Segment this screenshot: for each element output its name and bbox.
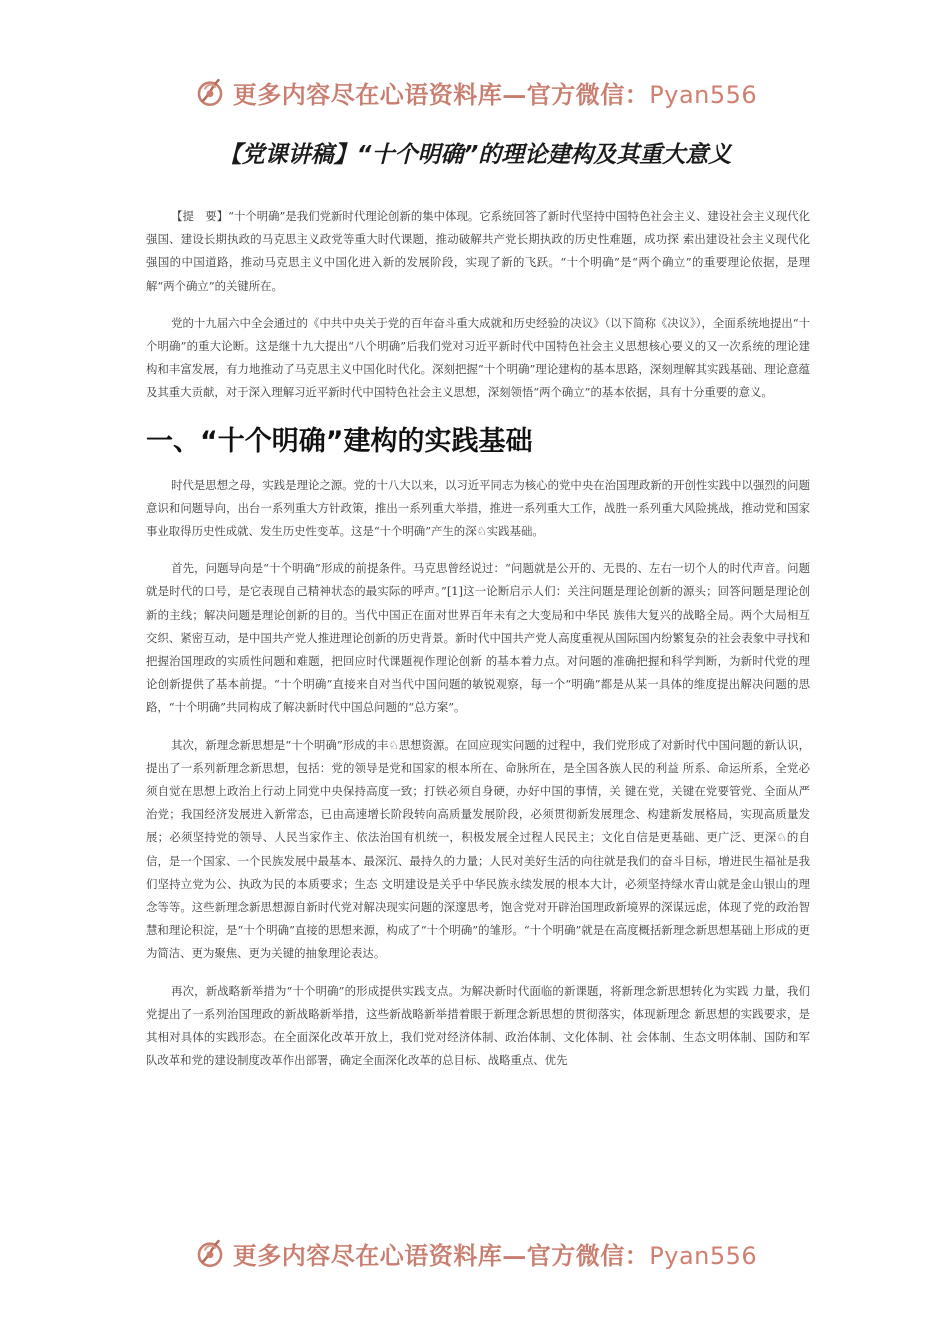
watermark-banner-top (0, 72, 950, 112)
document-title: 【党课讲稿】“十个明确”的理论建构及其重大意义 (218, 142, 732, 168)
watermark-text (233, 1236, 757, 1271)
watermark-banner-bottom (0, 1233, 950, 1273)
flame-swirl-logo-icon (193, 1236, 227, 1270)
watermark-slogan: 更多内容尽在心语资料库—官方微信： (232, 79, 650, 109)
body-paragraph: 时代是思想之母，实践是理论之源。党的十八大以来，以习近平同志为核心的党中央在治国理政新的开创性实践中以强烈的问题意识和问题导向，出台一系列重大方针政策，推出一系列重大举措，推进一系列重大工作，战胜一系列重大风险挑战，推动党和国家事业取得历史性成就、发生历史性变革。这是“十个明确”产生的深♘实践基础。 (146, 477, 810, 539)
watermark-wechat-id: Pyan556 (649, 80, 758, 109)
abstract-paragraph: 【提 要】“十个明确”是我们党新时代理论创新的集中体现。它系统回答了新时代坚持中国特色社会主义、建设社会主义现代化强国、建设长期执政的马克思主义政党等重大时代课题，推动破解共产党长期执政的历史性难题，成功探 索出建设社会主义现代化强国的中国道路，推动马克思主义中国化进入新的发展阶段，实现了新的飞跃。“十个明确”是“两个确立”的重要理论依据，是理解“两个确立”的关键所在。 (146, 209, 810, 293)
watermark-wechat-id: Pyan556 (649, 1241, 758, 1270)
body-paragraph: 其次，新理念新思想是“十个明确”形成的丰♘思想资源。在回应现实问题的过程中，我们党形成了对新时代中国问题的新认识，提出了一系列新理念新思想，包括：党的领导是党和国家的根本所在、命脉所在，是全国各族人民的利益 所系、命运所系，全党必须自觉在思想上政治上行动上同党中央保持高度一致；打铁必须自身硬，办好中国的事情，关 键在党，关键在党要管党、全面从严治党；我国经济发展进入新常态，已由高速增长阶段转向高质量发展阶段，必须贯彻新发展理念、构建新发展格局，实现高质量发展；必须坚持党的领导、人民当家作主、依法治国有机统一，积极发展全过程人民民主；文化自信是更基础、更广泛、更深♘的自信，是一个国家、一个民族发展中最基本、最深沉、最持久的力量；人民对美好生活的向往就是我们的奋斗目标，增进民生福祉是我们坚持立党为公、执政为民的本质要求；生态 文明建设是关乎中华民族永续发展的根本大计，必须坚持绿水青山就是金山银山的理念等等。这些新理念新思想源自新时代党对解决现实问题的深邃思考，饱含党对开辟治国理政新境界的深谋远虑，体现了党的政治智慧和理论积淀，是“十个明确”直接的思想来源，构成了“十个明确”的雏形。“十个明确”就是在高度概括新理念新思想基础上形成的更为简洁、更为聚焦、更为关键的抽象理论表达。 (146, 737, 810, 961)
intro-paragraph: 党的十九届六中全会通过的《中共中央关于党的百年奋斗重大成就和历史经验的决议》（以下简称《决议》），全面系统地提出“十个明确”的重大论断。这是继十九大提出“八个明确”后我们党对习近平新时代中国特色社会主义思想核心要义的又一次系统的理论建构和丰富发展，有力地推动了马克思主义中国化时代化。深刻把握“十个明确”理论建构的基本思路，深刻理解其实践基础、理论意蕴及其重大贡献，对于深入理解习近平新时代中国特色社会主义思想，深刻领悟“两个确立”的基本依据，具有十分重要的意义。 (146, 315, 810, 400)
section-heading: 一、“十个明确”建构的实践基础 (146, 425, 533, 457)
document-body (146, 205, 810, 1087)
watermark-text (233, 75, 757, 110)
body-paragraph: 首先，问题导向是“十个明确”形成的前提条件。马克思曾经说过：“问题就是公开的、无畏的、左右一切个人的时代声音。问题就是时代的口号，是它表现自己精神状态的最实际的呼声。”[1]这一论断启示人们：关注问题是理论创新的源头；回答问题是理论创新的主线；解决问题是理论创新的目的。当代中国正在面对世界百年未有之大变局和中华民 族伟大复兴的战略全局。两个大局相互交织、紧密互动，是中国共产党人推进理论创新的历史背景。新时代中国共产党人高度重视从国际国内纷繁复杂的社会表象中寻找和把握治国理政的实质性问题和难题，把回应时代课题视作理论创新 的基本着力点。对问题的准确把握和科学判断，为新时代党的理论创新提供了基本前提。“十个明确”直接来自对当代中国问题的敏锐观察，每一个“明确”都是从某一具体的维度提出解决问题的思路，“十个明确”共同构成了解决新时代中国总问题的“总方案”。 (146, 561, 810, 715)
watermark-slogan: 更多内容尽在心语资料库—官方微信： (232, 1240, 650, 1270)
flame-swirl-logo-icon (193, 75, 227, 109)
body-paragraph: 再次，新战略新举措为“十个明确”的形成提供实践支点。为解决新时代面临的新课题，将新理念新思想转化为实践 力量，我们党提出了一系列治国理政的新战略新举措，这些新战略新举措着眼于新理念新思想的贯彻落实，体现新理念 新思想的实践要求，是其相对具体的实践形态。在全面深化改革开放上，我们党对经济体制、政治体制、文化体制、社 会体制、生态文明体制、国防和军队改革和党的建设制度改革作出部署，确定全面深化改革的总目标、战略重点、优先 (146, 983, 810, 1068)
